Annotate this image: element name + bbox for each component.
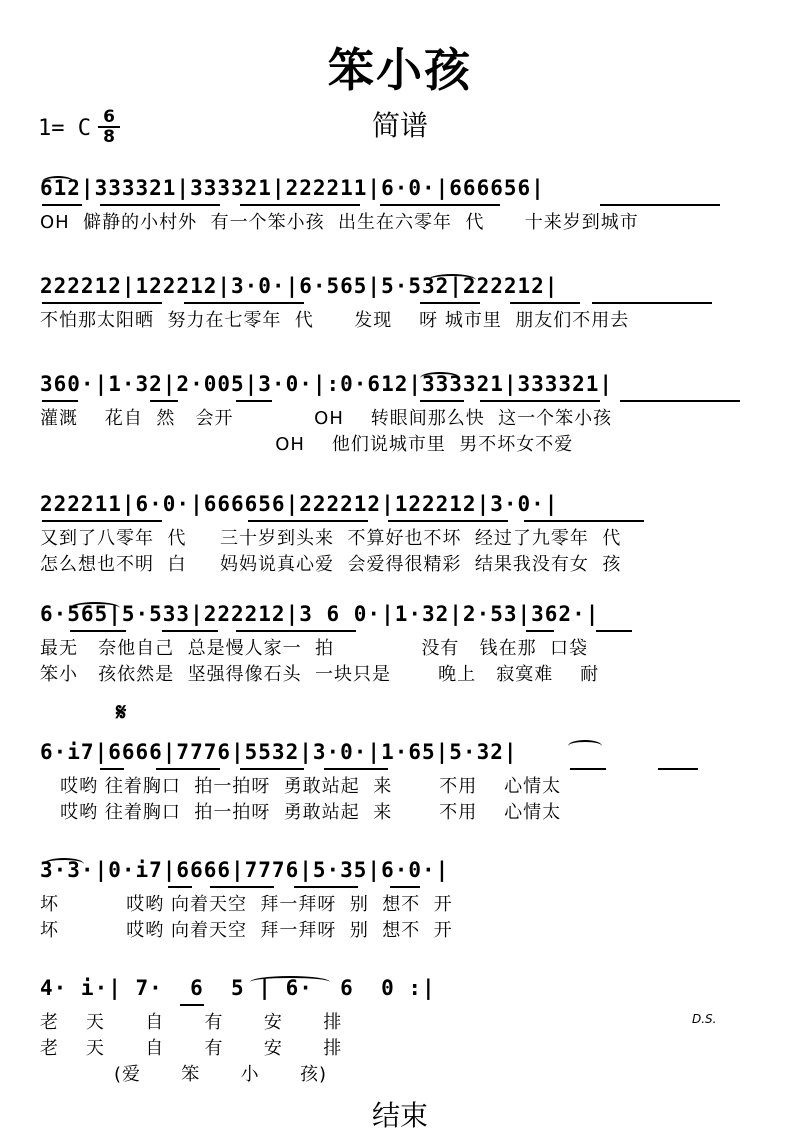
time-signature <box>98 108 120 146</box>
beam-line <box>510 302 580 304</box>
beam-line <box>620 400 740 402</box>
beam-line <box>570 768 606 770</box>
lyric-row: OH 他们说城市里 男不坏女不爱 <box>40 434 574 455</box>
beam-line <box>388 520 508 522</box>
beam-line <box>42 204 82 206</box>
notation-row: 4· i·| 7· 6 5 | 6· 6 0 :| <box>40 976 436 1000</box>
beam-line <box>240 768 304 770</box>
lyric-row: 老 天 自 有 安 排 <box>40 1038 343 1059</box>
beam-line <box>596 630 632 632</box>
notation-row: 612|333321|333321|222211|6·0·|666656| <box>40 176 545 200</box>
beam-line <box>390 886 420 888</box>
meter-bottom: 8 <box>103 127 115 147</box>
beam-line <box>100 204 220 206</box>
beam-line <box>150 400 178 402</box>
lyric-row: 老 天 自 有 安 排 <box>40 1012 343 1033</box>
beam-line <box>294 886 358 888</box>
lyric-row: 坏 哎哟 向着天空 拜一拜呀 别 想不 开 <box>40 894 453 915</box>
beam-line <box>480 400 600 402</box>
key-signature: 1= C <box>38 116 91 141</box>
beam-line <box>70 630 126 632</box>
lyric-row: OH 僻静的小村外 有一个笨小孩 出生在六零年 代 十来岁到城市 <box>40 212 639 233</box>
subtitle: 简谱 <box>371 109 428 142</box>
notation-row: 6·565|5·533|222212|3 6 0·|1·32|2·53|362·| <box>40 602 600 626</box>
notation-row: 360·|1·32|2·005|3·0·|:0·612|333321|333321| <box>40 372 614 396</box>
beam-line <box>600 204 720 206</box>
lyric-row: (爱 笨 小 孩) <box>40 1064 327 1085</box>
song-title: 笨小孩 <box>328 43 472 97</box>
beam-line <box>420 302 480 304</box>
beam-line <box>248 520 368 522</box>
beam-line <box>168 886 192 888</box>
beam-line <box>526 630 554 632</box>
lyric-row: 最无 奈他自己 总是慢人家一 拍 没有 钱在那 口袋 <box>40 638 589 659</box>
lyric-row: 不怕那太阳晒 努力在七零年 代 发现 呀 城市里 朋友们不用去 <box>40 310 630 331</box>
meter-top: 6 <box>98 108 120 128</box>
ending-label: 结束 <box>371 1099 428 1132</box>
beam-line <box>210 886 274 888</box>
da-segno-mark: D.S. <box>692 1012 717 1026</box>
beam-line <box>236 400 272 402</box>
beam-line <box>380 204 500 206</box>
beam-line <box>236 630 356 632</box>
lyric-row: 坏 哎哟 向着天空 拜一拜呀 别 想不 开 <box>40 920 453 941</box>
lyric-row: 灌溉 花自 然 会开 OH 转眼间那么快 这一个笨小孩 <box>40 408 613 429</box>
beam-line <box>156 768 220 770</box>
beam-line <box>42 520 162 522</box>
lyric-row: 怎么想也不明 白 妈妈说真心爱 会爱得很精彩 结果我没有女 孩 <box>40 554 622 575</box>
beam-line <box>100 768 124 770</box>
notation-row: 222211|6·0·|666656|222212|122212|3·0·| <box>40 492 559 516</box>
beam-line <box>162 630 218 632</box>
beam-line <box>180 1004 204 1006</box>
beam-line <box>420 400 464 402</box>
beam-line <box>658 768 698 770</box>
lyric-row: 又到了八零年 代 三十岁到头来 不算好也不坏 经过了九零年 代 <box>40 528 622 549</box>
lyric-row: 哎哟 往着胸口 拍一拍呀 勇敢站起 来 不用 心情太 <box>40 776 562 797</box>
beam-line <box>324 768 388 770</box>
lyric-row: 笨小 孩依然是 坚强得像石头 一块只是 晚上 寂寞难 耐 <box>40 664 600 685</box>
notation-row: 222212|122212|3·0·|6·565|5·532|222212| <box>40 274 559 298</box>
beam-line <box>42 302 162 304</box>
notation-row: 6·i7|6666|7776|5532|3·0·|1·65|5·32| <box>40 740 518 764</box>
notation-row: 3·3·|0·i7|6666|7776|5·35|6·0·| <box>40 858 450 882</box>
beam-line <box>240 204 360 206</box>
lyric-row: 哎哟 往着胸口 拍一拍呀 勇敢站起 来 不用 心情太 <box>40 802 562 823</box>
beam-line <box>42 400 78 402</box>
beam-line <box>592 302 712 304</box>
segno-icon: 𝄋 <box>116 698 127 726</box>
beam-line <box>524 520 644 522</box>
beam-line <box>184 302 304 304</box>
